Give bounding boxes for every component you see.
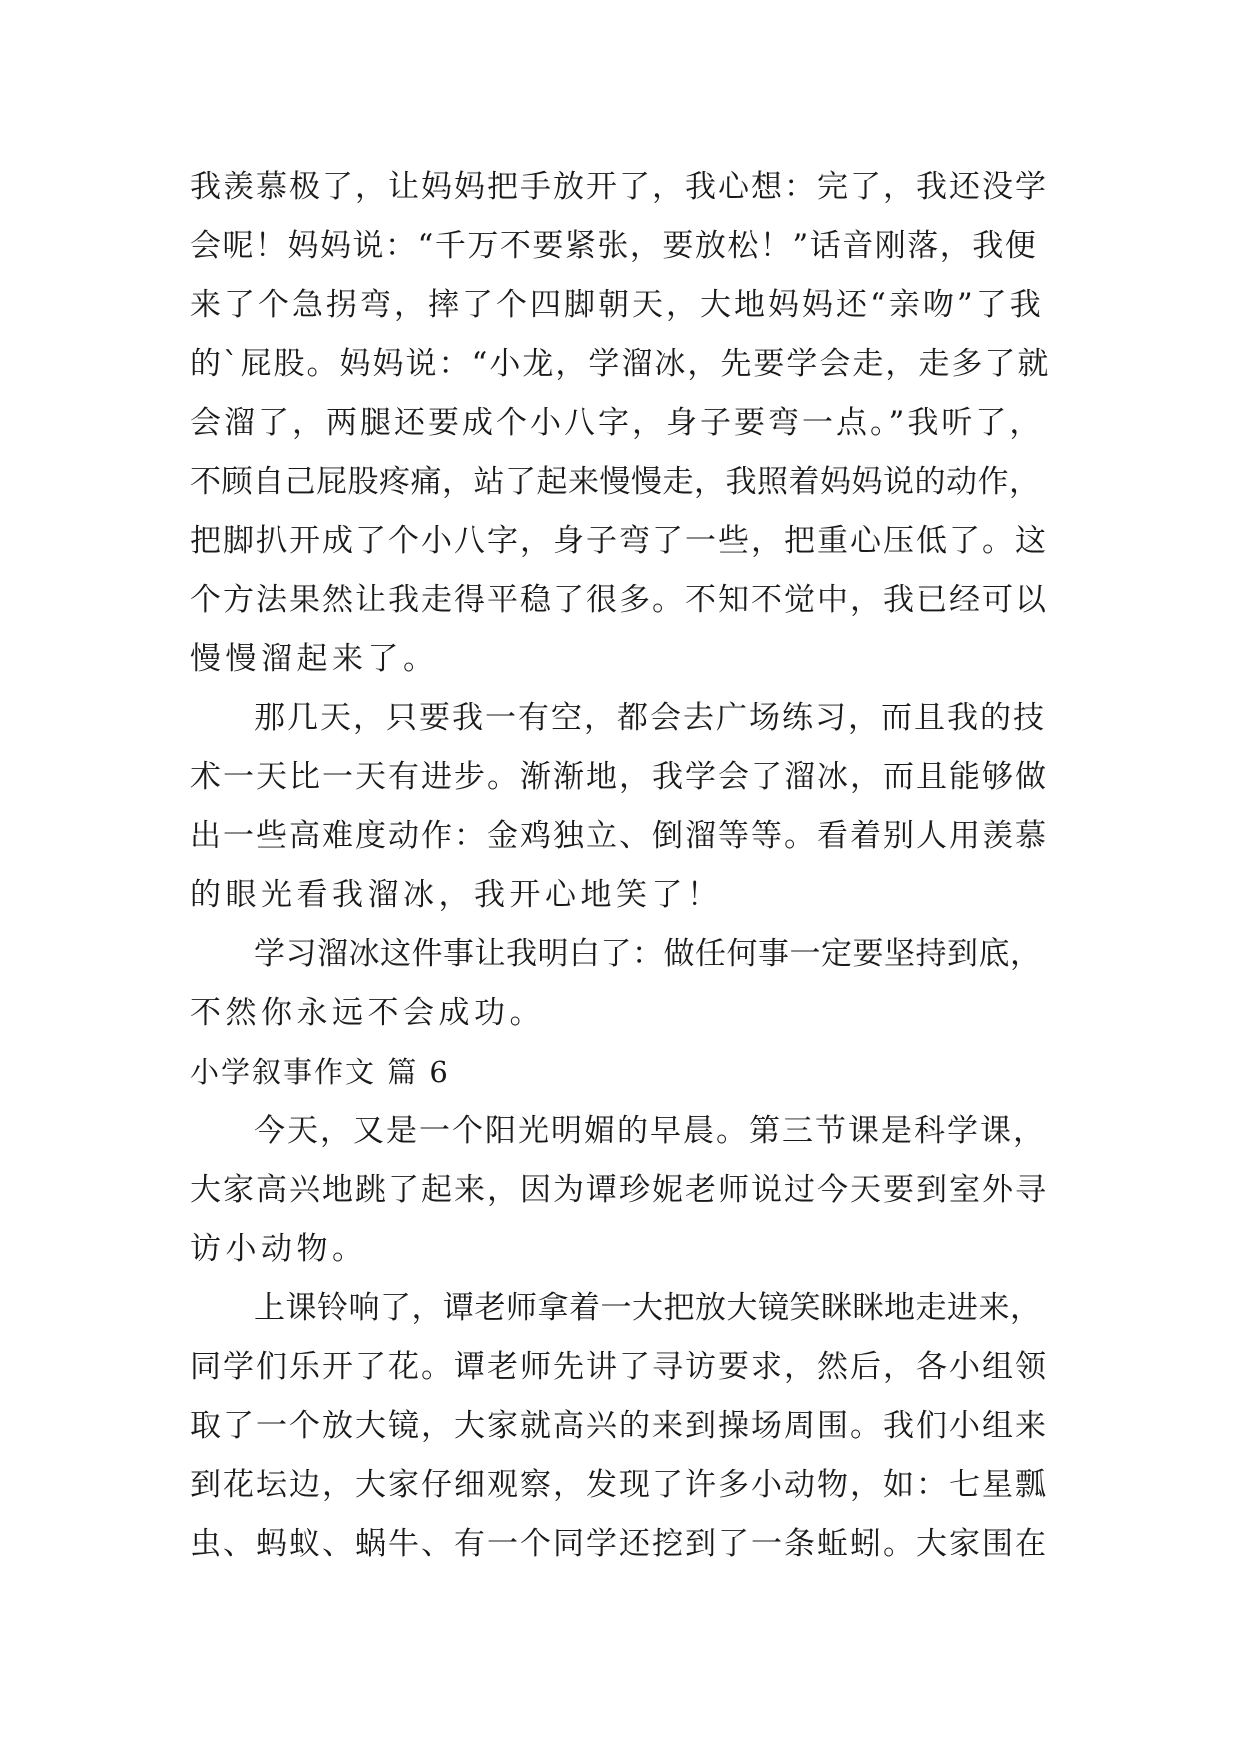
text-line: 今天，又是一个阳光明媚的早晨。第三节课是科学课，: [254, 1113, 1046, 1149]
text-line: 上课铃响了，谭老师拿着一大把放大镜笑眯眯地走进来，: [254, 1290, 1042, 1326]
text-line: 会呢！妈妈说：“千万不要紧张，要放松！”话音刚落，我便: [190, 228, 1038, 264]
text-line: 学习溜冰这件事让我明白了：做任何事一定要坚持到底，: [254, 936, 1042, 972]
text-line: 到花坛边，大家仔细观察，发现了许多小动物，如：七星瓢: [190, 1467, 1048, 1503]
text-line: 出一些高难度动作：金鸡独立、倒溜等等。看着别人用羡慕: [190, 818, 1048, 854]
text-line: 来了个急拐弯，摔了个四脚朝天，大地妈妈还“亲吻”了我: [190, 287, 1044, 323]
text-line: 的眼光看我溜冰，我开心地笑了！: [190, 877, 723, 913]
text-line: 把脚扒开成了个小八字，身子弯了一些，把重心压低了。这: [190, 523, 1048, 559]
text-line: 术一天比一天有进步。渐渐地，我学会了溜冰，而且能够做: [190, 759, 1048, 795]
text-line: 取了一个放大镜，大家就高兴的来到操场周围。我们小组来: [190, 1408, 1048, 1444]
text-line: 虫、蚂蚁、蜗牛、有一个同学还挖到了一条蚯蚓。大家围在: [190, 1526, 1048, 1562]
text-line: 那几天，只要我一有空，都会去广场练习，而且我的技: [254, 700, 1046, 736]
text-line: 会溜了，两腿还要成个小八字，身子要弯一点。”我听了，: [190, 405, 1044, 441]
document-page: [190, 158, 1050, 1574]
document-body: [190, 158, 1050, 1574]
text-line: 的`屁股。妈妈说：“小龙，学溜冰，先要学会走，走多了就: [190, 346, 1051, 382]
text-line: 不然你永远不会成功。: [190, 995, 545, 1031]
text-line: 不顾自己屁股疼痛，站了起来慢慢走，我照着妈妈说的动作，: [190, 464, 1041, 500]
text-line: 访小动物。: [190, 1231, 368, 1267]
text-line: 大家高兴地跳了起来，因为谭珍妮老师说过今天要到室外寻: [190, 1172, 1048, 1208]
text-line: 同学们乐开了花。谭老师先讲了寻访要求，然后，各小组领: [190, 1349, 1048, 1385]
text-line: 慢慢溜起来了。: [190, 641, 439, 677]
text-line: 个方法果然让我走得平稳了很多。不知不觉中，我已经可以: [190, 582, 1048, 618]
text-line: 我羡慕极了，让妈妈把手放开了，我心想：完了，我还没学: [190, 169, 1048, 205]
section-heading: 小学叙事作文 篇 6: [190, 1055, 450, 1089]
